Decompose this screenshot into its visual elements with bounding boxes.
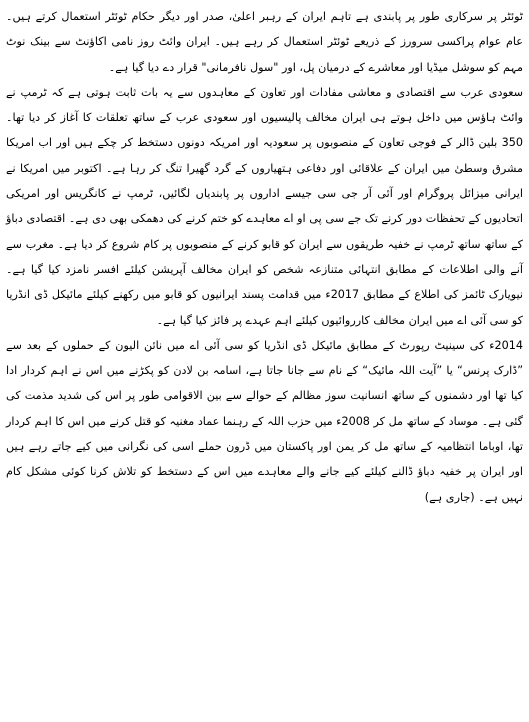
article-paragraph-2: سعودی عرب سے اقتصادی و معاشی مفادات اور تعاون کے معاہدوں سے یہ بات ثابت ہوتی ہے کہ ٹرمپ نے وائٹ ہاؤس میں داخل ہوتے ہی ایران مخالف پالیسیوں اور سعودی عرب کے ساتھ تعلقات کا آغاز کر دیا تھا۔ 350 بلین ڈالر کے فوجی تعاون کے منصوبوں پر سعودیہ اور امریکہ دونوں دستخط کر چکے ہیں اور اب امریکا مشرق وسطیٰ میں ایران کے علاقائی اور دفاعی ہتھیاروں کے گرد گھیرا تنگ کر رہا ہے۔ اکتوبر میں امریکا نے ایرانی میزائل پروگرام اور آئی آر جی سی جیسے اداروں پر پابندیاں لگائیں، ٹرمپ نے کانگریس اور امریکی اتحادیوں کے تحفظات دور کرنے تک جے سی پی او اے معاہدے کو ختم کرنے کی دھمکی بھی دی ہے۔ اقتصادی دباؤ کے ساتھ ساتھ ٹرمپ نے خفیہ طریقوں سے ایران کو قابو کرنے کے منصوبوں پر کام شروع کر دیا ہے۔ مغرب سے آنے والی اطلاعات کے مطابق انتہائی متنازعہ شخص کو ایران مخالف آپریشن کیلئے افسر نامزد کیا گیا ہے۔ نیویارک ٹائمز کی اطلاع کے مطابق 2017ء میں قدامت پسند ایرانیوں کو قابو میں رکھنے کیلئے مائیکل ڈی انڈریا کو سی آئی اے میں ایران مخالف کارروائیوں کیلئے اہم عہدے پر فائز کیا گیا ہے۔ xyxy=(6,85,523,327)
article-paragraph-1: ٹوئٹر پر سرکاری طور پر پابندی ہے تاہم ایران کے رہبر اعلیٰ، صدر اور دیگر حکام ٹوئٹر استعمال کرتے ہیں۔ عام عوام پراکسی سرورز کے ذریعے ٹوئٹر استعمال کر رہے ہیں۔ ایران وائٹ روز نامی اکاؤنٹ سے بینک نوٹ مہم کو سوشل میڈیا اور معاشرے کے درمیان پل، اور "سول نافرمانی" قرار دے دیا گیا ہے۔ xyxy=(6,10,523,74)
article-paragraph-3: 2014ء کی سینیٹ رپورٹ کے مطابق مائیکل ڈی انڈریا کو سی آئی اے میں نائن الیون کے حملوں کے بعد سے ”ڈارک پرنس“ یا ”آیت اللہ مائیک“ کے نام سے جانا جاتا ہے، اسامہ بن لادن کو پکڑنے میں اس نے اہم کردار ادا کیا تھا اور دشمنوں کے ساتھ انسانیت سوز مظالم کے حوالے سے بین الاقوامی طور پر اس کی شدید مذمت کی گئی ہے۔ موساد کے ساتھ مل کر 2008ء میں حزب اللہ کے رہنما عماد مغنیہ کو قتل کرنے میں اس کا اہم کردار تھا، اوباما انتظامیہ کے ساتھ مل کر یمن اور پاکستان میں ڈرون حملے اسی کی نگرانی میں کیے جاتے رہے ہیں اور ایران پر خفیہ دباؤ ڈالنے کیلئے کیے جانے والے معاہدے میں اس کے دستخط کو تلاش کرنا کوئی مشکل کام نہیں ہے۔ (جاری ہے) xyxy=(6,338,523,504)
